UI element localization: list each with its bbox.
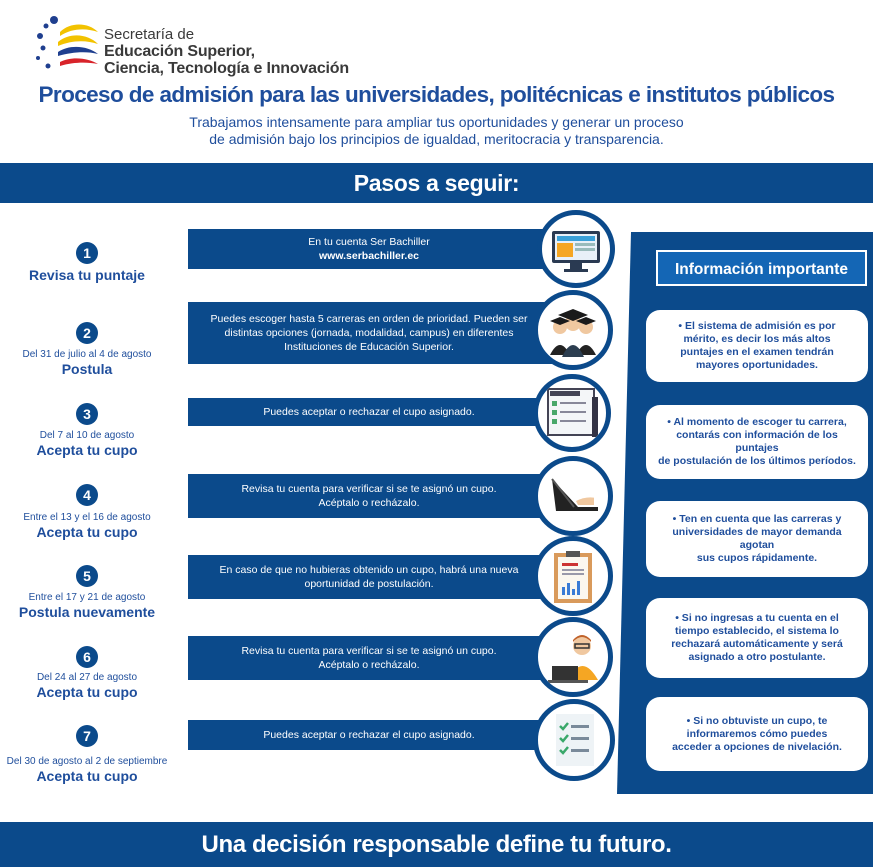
step-7-description (188, 720, 558, 750)
step-5-label: Postula nuevamente (18, 604, 156, 620)
step-3-text-1: Puedes aceptar o rechazar el cupo asignado. (263, 406, 475, 418)
subtitle-line-2: de admisión bajo los principios de igualdad, meritocracia y transparencia. (209, 131, 664, 147)
info-card-2-line-2: contarás con información de los puntajes (676, 429, 838, 454)
step-4-date: Entre el 13 y el 16 de agosto (23, 512, 151, 523)
checklist-icon (533, 699, 615, 781)
step-2-text-2: distintas opciones (jornada, modalidad, campus) en diferentes (224, 327, 514, 339)
step-6-text-1: Revisa tu cuenta para verificar si se te asignó un cupo. (241, 645, 497, 657)
info-card-4-line-4: asignado a otro postulante. (688, 651, 826, 663)
step-2-text-3: Instituciones de Educación Superior. (284, 341, 454, 353)
step-5-text-2: oportunidad de postulación. (304, 578, 434, 590)
page-title: Proceso de admisión para las universidades, politécnicas e institutos públicos (38, 82, 835, 107)
info-card-1-line-1: • El sistema de admisión es por (678, 320, 836, 332)
step-3-description (188, 398, 558, 426)
footer-banner: Una decisión responsable define tu futuro. (0, 822, 873, 867)
step-2-text-1: Puedes escoger hasta 5 carreras en orden de prioridad. Pueden ser (210, 313, 528, 325)
info-card-5-line-3: acceder a opciones de nivelación. (672, 740, 842, 753)
step-2-description (188, 302, 558, 364)
step-6-description (188, 636, 558, 680)
step-4-text-2: Acéptalo o recházalo. (318, 497, 420, 509)
info-card-2-line-1: • Al momento de escoger tu carrera, (667, 416, 847, 428)
step-3-label: Acepta tu cupo (36, 442, 138, 458)
step-1-number: 1 (76, 242, 98, 264)
step-7-number: 7 (76, 725, 98, 747)
step-5-date: Entre el 17 y 21 de agosto (28, 592, 146, 603)
info-card-1-line-3: puntajes en el examen tendrán (680, 346, 834, 358)
pasos-banner: Pasos a seguir: (0, 163, 873, 203)
logo-line-2: Educación Superior, (104, 43, 255, 60)
step-1-label: Revisa tu puntaje (29, 267, 145, 283)
info-card-4-line-3: rechazará automáticamente y será (671, 638, 843, 650)
clipboard-chart-icon (533, 536, 613, 616)
step-5-number: 5 (76, 565, 98, 587)
info-card-2-line-3: de postulación de los últimos períodos. (658, 455, 856, 467)
info-card-3-line-3: sus cupos rápidamente. (696, 552, 818, 564)
step-5-description (188, 555, 558, 599)
info-card-4 (646, 598, 868, 678)
step-3-number: 3 (76, 403, 98, 425)
info-card-2 (646, 405, 868, 479)
step-4-text-1: Revisa tu cuenta para verificar si se te asignó un cupo. (241, 483, 497, 495)
subtitle-line-1: Trabajamos intensamente para ampliar tus oportunidades y generar un proceso (189, 114, 684, 130)
laptop-hand-icon (533, 456, 613, 536)
step-1-text-1: En tu cuenta Ser Bachiller (308, 236, 430, 248)
secretaria-logo-icon (34, 14, 102, 78)
page-subtitle (0, 114, 873, 148)
info-card-3 (646, 501, 868, 577)
info-card-5-line-1: • Si no obtuviste un cupo, te (686, 714, 828, 727)
student-laptop-icon (533, 617, 613, 697)
info-card-4-line-1: • Si no ingresas a tu cuenta en el (675, 612, 839, 624)
step-2-label: Postula (61, 361, 113, 377)
info-card-1-line-2: mérito, es decir los más altos (683, 333, 831, 345)
info-card-1-line-4: mayores oportunidades. (696, 359, 818, 371)
step-5-text-1: En caso de que no hubieras obtenido un cupo, habrá una nueva (219, 564, 519, 576)
computer-monitor-icon (537, 210, 615, 288)
logo-line-1: Secretaría de (104, 26, 195, 43)
info-card-3-line-1: • Ten en cuenta que las carreras y (672, 513, 842, 525)
info-card-5 (646, 697, 868, 771)
info-card-1 (646, 310, 868, 382)
logo-text (104, 26, 349, 77)
info-card-4-line-2: tiempo establecido, el sistema lo (675, 625, 839, 637)
step-6-label: Acepta tu cupo (36, 684, 138, 700)
graduates-icon (533, 290, 613, 370)
info-title: Información importante (656, 250, 867, 286)
step-2-number: 2 (76, 322, 98, 344)
step-2-date: Del 31 de julio al 4 de agosto (22, 349, 152, 360)
step-4-label: Acepta tu cupo (36, 524, 138, 540)
step-1-description (188, 229, 558, 269)
info-card-5-line-2: informaremos cómo puedes (686, 727, 828, 740)
step-4-number: 4 (76, 484, 98, 506)
checklist-screen-icon (533, 374, 611, 452)
step-3-date: Del 7 al 10 de agosto (39, 430, 135, 441)
step-7-label: Acepta tu cupo (36, 768, 138, 784)
step-4-description (188, 474, 558, 518)
step-6-date: Del 24 al 27 de agosto (36, 672, 138, 683)
step-1-website: www.serbachiller.ec (319, 250, 419, 262)
step-7-text-1: Puedes aceptar o rechazar el cupo asignado. (263, 729, 475, 741)
step-7-date: Del 30 de agosto al 2 de septiembre (6, 756, 168, 767)
step-6-number: 6 (76, 646, 98, 668)
logo-line-3: Ciencia, Tecnología e Innovación (104, 60, 349, 77)
step-6-text-2: Acéptalo o recházalo. (318, 659, 420, 671)
info-card-3-line-2: universidades de mayor demanda agotan (672, 526, 842, 551)
